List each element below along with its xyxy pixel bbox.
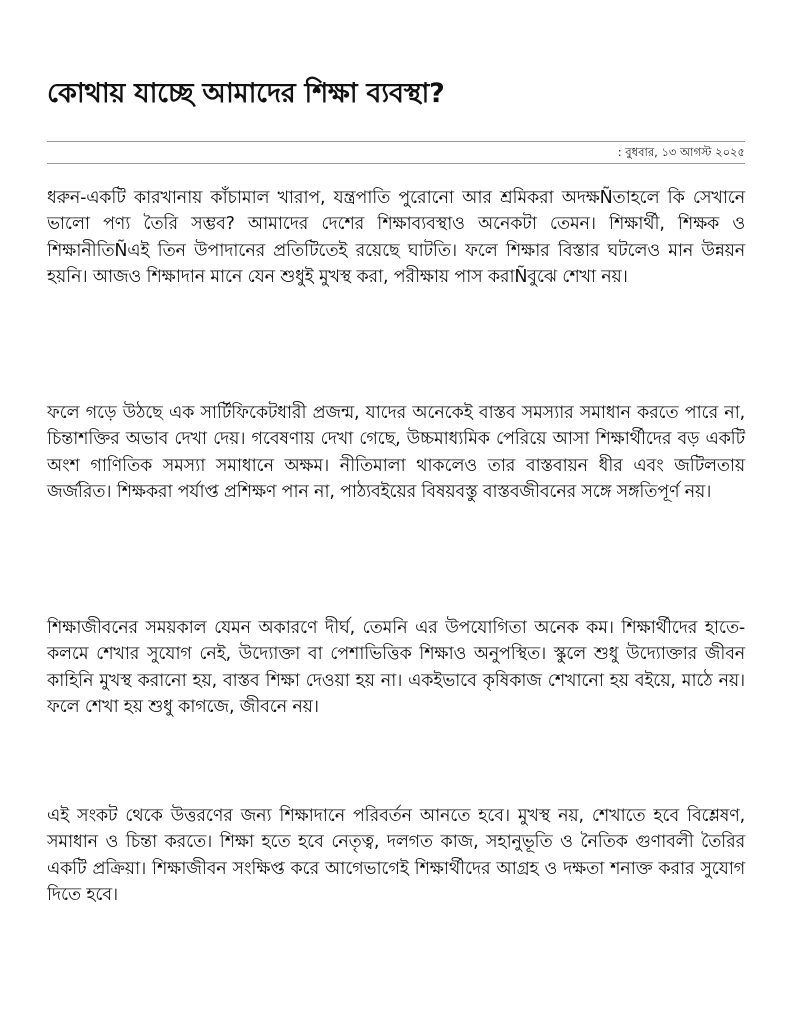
article-dateline: : বুধবার, ১৩ আগস্ট ২০২৫	[617, 145, 745, 159]
article-paragraph: ধরুন-একটি কারখানায় কাঁচামাল খারাপ, যন্ত্রপাতি পুরোনো আর শ্রমিকরা অদক্ষÑতাহলে কি সেখানে ভালো পণ্য তৈরি সম্ভব? আমাদের দেশের শিক্ষাব্যবস্থাও অনেকটা তেমন। শিক্ষার্থী, শিক্ষক ও শিক্ষানীতিÑএই তিন উপাদানের প্রতিটিতেই রয়েছে ঘাটতি। ফলে শিক্ষার বিস্তার ঘটলেও মান উন্নয়ন হয়নি। আজও শিক্ষাদান মানে যেন শুধুই মুখস্থ করা, পরীক্ষায় পাস করাÑবুঝে শেখা নয়।	[47, 188, 745, 288]
article-paragraph: শিক্ষাজীবনের সময়কাল যেমন অকারণে দীর্ঘ, তেমনি এর উপযোগিতা অনেক কম। শিক্ষার্থীদের হাতে-কলমে শেখার সুযোগ নেই, উদ্যোক্তা বা পেশাভিত্তিক শিক্ষাও অনুপস্থিত। স্কুলে শুধু উদ্যোক্তার জীবন কাহিনি মুখস্থ করানো হয়, বাস্তব শিক্ষা দেওয়া হয় না। একইভাবে কৃষিকাজ শেখানো হয় বইয়ে, মাঠে নয়। ফলে শেখা হয় শুধু কাগজে, জীবনে নয়।	[47, 618, 745, 718]
header-divider-bottom	[47, 163, 745, 164]
article-paragraph: ফলে গড়ে উঠছে এক সার্টিফিকেটধারী প্রজন্ম, যাদের অনেকেই বাস্তব সমস্যার সমাধান করতে পারে না, চিন্তাশক্তির অভাব দেখা দেয়। গবেষণায় দেখা গেছে, উচ্চমাধ্যমিক পেরিয়ে আসা শিক্ষার্থীদের বড় একটি অংশ গাণিতিক সমস্যা সমাধানে অক্ষম। নীতিমালা থাকলেও তার বাস্তবায়ন ধীর এবং জটিলতায় জর্জরিত। শিক্ষকরা পর্যাপ্ত প্রশিক্ষণ পান না, পাঠ্যবইয়ের বিষয়বস্তু বাস্তবজীবনের সঙ্গে সঙ্গতিপূর্ণ নয়।	[47, 403, 745, 503]
article-headline: কোথায় যাচ্ছে আমাদের শিক্ষা ব্যবস্থা?	[47, 78, 445, 109]
article-page	[47, 0, 745, 1024]
header-divider-top	[47, 141, 745, 142]
article-paragraph: এই সংকট থেকে উত্তরণের জন্য শিক্ষাদানে পরিবর্তন আনতে হবে। মুখস্থ নয়, শেখাতে হবে বিশ্লেষণ, সমাধান ও চিন্তা করতে। শিক্ষা হতে হবে নেতৃত্ব, দলগত কাজ, সহানুভূতি ও নৈতিক গুণাবলী তৈরির একটি প্রক্রিয়া। শিক্ষাজীবন সংক্ষিপ্ত করে আগেভাগেই শিক্ষার্থীদের আগ্রহ ও দক্ষতা শনাক্ত করার সুযোগ দিতে হবে।	[47, 806, 745, 906]
